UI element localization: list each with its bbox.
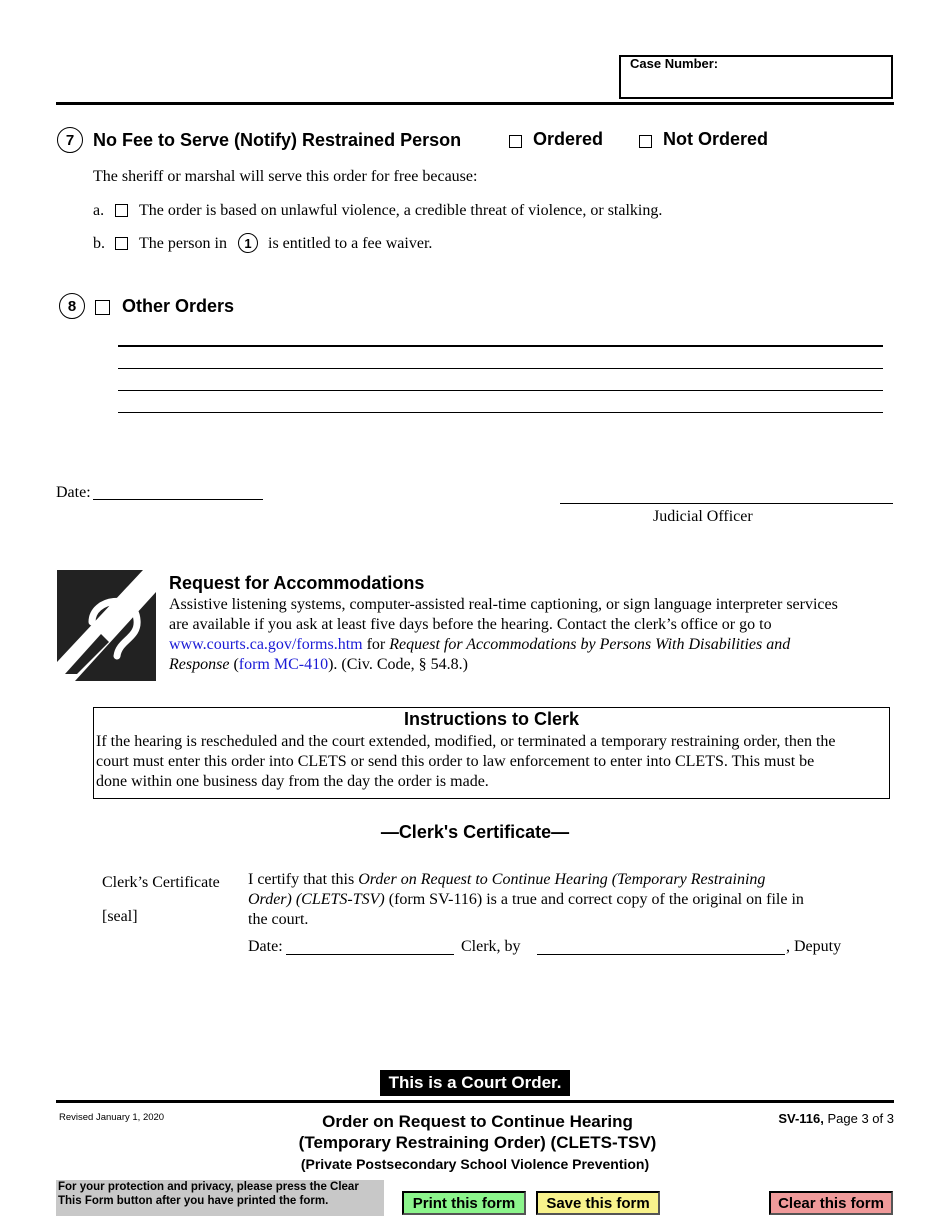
instructions-text: If the hearing is rescheduled and the court extended, modified, or terminated a temporary restraining order, then the court must enter this order into CLETS or send this order to law enforcement to enter into CLETS. This must be done within one business day from the day the order is made. (96, 733, 836, 790)
accommodations-text: Assistive listening systems, computer-assisted real-time captioning, or sign language interpreter services are available if you ask at least five days before the hearing. Contact the clerk’s office or go to www.courts.ca.gov/forms.htm for Request for Accommodations by Persons With Disabilities and Response (form MC-410). (Civ. Code, § 54.8.) (169, 596, 838, 673)
revised-date: Revised January 1, 2020 (59, 1112, 165, 1123)
ordered-checkbox[interactable] (509, 135, 522, 148)
clerk-date-line[interactable] (286, 954, 454, 955)
instructions-title: Instructions to Clerk (403, 709, 580, 729)
other-orders-title: Other Orders (122, 296, 235, 316)
header-rule (56, 102, 894, 105)
item-7b-letter: b. (93, 235, 105, 252)
item-7-number: 7 (57, 127, 83, 153)
item-7a-text: The order is based on unlawful violence, a credible threat of violence, or stalking. (139, 202, 663, 219)
not-ordered-label: Not Ordered (663, 129, 769, 149)
item-8-number: 8 (59, 293, 85, 319)
item-7a-letter: a. (93, 202, 105, 219)
item-1-reference: 1 (238, 233, 258, 253)
case-number-label: Case Number: (630, 56, 719, 71)
seal-label: [seal] (102, 908, 138, 925)
judicial-officer-label: Judicial Officer (653, 508, 753, 525)
date-label: Date: (56, 484, 91, 501)
hearing-assistance-icon (57, 570, 156, 681)
footer-rule (56, 1100, 894, 1103)
other-orders-line[interactable] (118, 345, 883, 347)
clear-form-button[interactable]: Clear this form (769, 1191, 893, 1215)
court-order-banner: This is a Court Order. (380, 1070, 570, 1096)
clerk-signature-line[interactable] (537, 954, 785, 955)
item-7-intro: The sheriff or marshal will serve this order for free because: (93, 168, 478, 185)
form-id-page: SV-116, Page 3 of 3 (778, 1111, 894, 1126)
item-7b-checkbox[interactable] (115, 237, 128, 250)
accommodations-title: Request for Accommodations (169, 573, 425, 593)
item-7a-checkbox[interactable] (115, 204, 128, 217)
date-line[interactable] (93, 499, 263, 500)
clerk-date-label: Date: (248, 938, 283, 955)
deputy-label: , Deputy (786, 938, 842, 955)
clerks-certificate-label: Clerk’s Certificate (102, 874, 220, 891)
judicial-signature-line[interactable] (560, 503, 893, 504)
ordered-label: Ordered (533, 129, 604, 149)
form-mc410-link[interactable]: form MC-410 (238, 656, 329, 673)
clerk-by-label: Clerk, by (461, 938, 521, 955)
save-form-button[interactable]: Save this form (536, 1191, 660, 1215)
form-subtitle: (Private Postsecondary School Violence Prevention) (300, 1156, 650, 1172)
form-title: Order on Request to Continue Hearing (Temporary Restraining Order) (CLETS-TSV) (298, 1112, 657, 1152)
other-orders-line[interactable] (118, 390, 883, 391)
clerks-certificate-heading: —Clerk's Certificate— (380, 822, 570, 842)
privacy-notice: For your protection and privacy, please press the Clear This Form button after you have printed the form. (56, 1180, 384, 1216)
other-orders-line[interactable] (118, 412, 883, 413)
item-7-title: No Fee to Serve (Notify) Restrained Person (93, 130, 462, 150)
not-ordered-checkbox[interactable] (639, 135, 652, 148)
item-7b-text-post: is entitled to a fee waiver. (268, 235, 433, 252)
other-orders-checkbox[interactable] (95, 300, 110, 315)
other-orders-line[interactable] (118, 368, 883, 369)
courts-forms-link[interactable]: www.courts.ca.gov/forms.htm (169, 636, 363, 653)
item-7b-text-pre: The person in (139, 235, 227, 252)
certification-text: I certify that this Order on Request to Continue Hearing (Temporary Restraining Order) (CLETS-TSV) (form SV-116) is a true and correct copy of the original on file in the court. (248, 871, 804, 928)
print-form-button[interactable]: Print this form (402, 1191, 526, 1215)
